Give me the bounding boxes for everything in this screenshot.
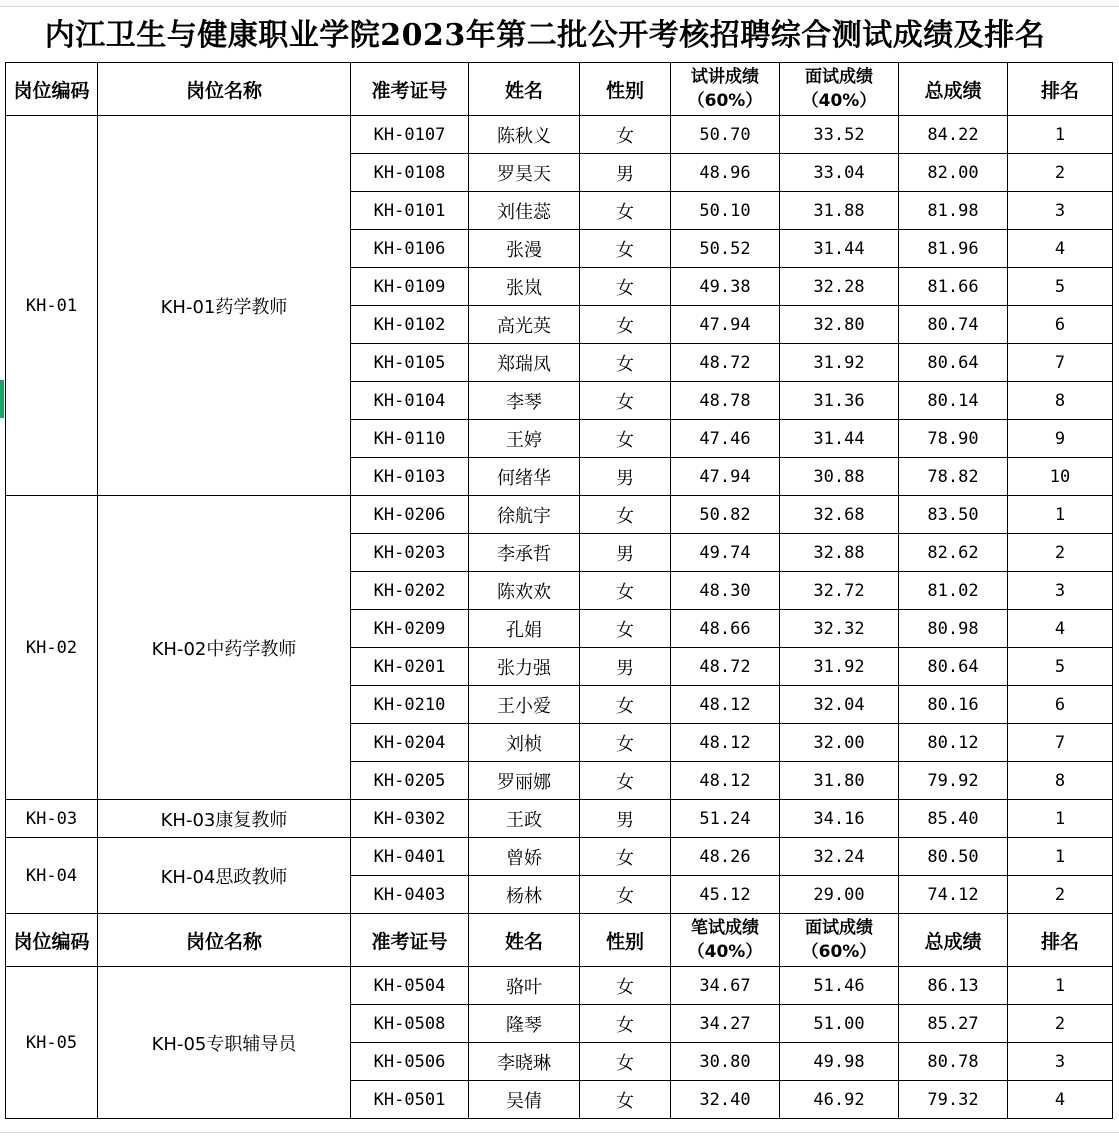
header-exam-number[interactable]: 准考证号: [351, 63, 469, 116]
total-cell[interactable]: 80.78: [899, 1043, 1008, 1081]
header-gender[interactable]: 性别: [580, 914, 671, 967]
header-total[interactable]: 总成绩: [899, 914, 1008, 967]
score-2-cell[interactable]: 30.88: [780, 458, 899, 496]
header-row: [6, 63, 1113, 116]
name-cell[interactable]: 杨林: [469, 876, 580, 914]
name-cell[interactable]: 罗昊天: [469, 154, 580, 192]
name-cell[interactable]: 王婷: [469, 420, 580, 458]
post-name-cell[interactable]: KH-02中药学教师: [98, 496, 351, 800]
score-1-cell[interactable]: 48.96: [671, 154, 780, 192]
total-cell[interactable]: 82.00: [899, 154, 1008, 192]
total-cell[interactable]: 85.27: [899, 1005, 1008, 1043]
bottom-gridline-strip: [0, 1132, 1119, 1145]
score-1-cell[interactable]: 48.30: [671, 572, 780, 610]
header-rank[interactable]: 排名: [1008, 914, 1113, 967]
rank-cell[interactable]: 1: [1008, 800, 1113, 838]
score-2-cell[interactable]: 32.68: [780, 496, 899, 534]
name-cell[interactable]: 王政: [469, 800, 580, 838]
rank-cell[interactable]: 4: [1008, 230, 1113, 268]
rank-cell[interactable]: 5: [1008, 648, 1113, 686]
rank-cell[interactable]: 6: [1008, 686, 1113, 724]
gender-cell[interactable]: 男: [580, 800, 671, 838]
exam-number-cell[interactable]: KH-0302: [351, 800, 469, 838]
header-score-1-weight: （40%）: [687, 942, 763, 962]
exam-number-cell[interactable]: KH-0401: [351, 838, 469, 876]
total-cell[interactable]: 80.12: [899, 724, 1008, 762]
score-1-cell[interactable]: 50.70: [671, 116, 780, 154]
exam-number-cell[interactable]: KH-0108: [351, 154, 469, 192]
exam-number-cell[interactable]: KH-0504: [351, 967, 469, 1005]
name-cell[interactable]: 刘佳蕊: [469, 192, 580, 230]
score-2-cell[interactable]: 32.00: [780, 724, 899, 762]
results-table: [5, 62, 1113, 1119]
total-cell[interactable]: 80.50: [899, 838, 1008, 876]
rank-cell[interactable]: 8: [1008, 382, 1113, 420]
rank-cell[interactable]: 5: [1008, 268, 1113, 306]
score-1-cell[interactable]: 50.52: [671, 230, 780, 268]
header-score-1[interactable]: [671, 63, 780, 116]
score-2-cell[interactable]: 31.88: [780, 192, 899, 230]
gender-cell[interactable]: 女: [580, 876, 671, 914]
gender-cell[interactable]: 女: [580, 268, 671, 306]
gender-cell[interactable]: 女: [580, 838, 671, 876]
score-1-cell[interactable]: 48.12: [671, 686, 780, 724]
name-cell[interactable]: 孔娟: [469, 610, 580, 648]
score-2-cell[interactable]: 51.00: [780, 1005, 899, 1043]
total-cell[interactable]: 80.16: [899, 686, 1008, 724]
gender-cell[interactable]: 女: [580, 724, 671, 762]
table-row: [6, 967, 1113, 1005]
post-name-cell[interactable]: KH-03康复教师: [98, 800, 351, 838]
post-code-cell[interactable]: KH-02: [6, 496, 98, 800]
exam-number-cell[interactable]: KH-0403: [351, 876, 469, 914]
total-cell[interactable]: 85.40: [899, 800, 1008, 838]
gender-cell[interactable]: 女: [580, 230, 671, 268]
score-1-cell[interactable]: 50.10: [671, 192, 780, 230]
header-post-name[interactable]: 岗位名称: [98, 63, 351, 116]
score-1-cell[interactable]: 30.80: [671, 1043, 780, 1081]
score-2-cell[interactable]: 29.00: [780, 876, 899, 914]
name-cell[interactable]: 陈欢欢: [469, 572, 580, 610]
name-cell[interactable]: 郑瑞凤: [469, 344, 580, 382]
rank-cell[interactable]: 7: [1008, 724, 1113, 762]
score-2-cell[interactable]: 32.72: [780, 572, 899, 610]
header-exam-number[interactable]: 准考证号: [351, 914, 469, 967]
total-cell[interactable]: 80.64: [899, 344, 1008, 382]
table-row: [6, 838, 1113, 876]
exam-number-cell[interactable]: KH-0204: [351, 724, 469, 762]
score-2-cell[interactable]: 49.98: [780, 1043, 899, 1081]
score-2-cell[interactable]: 31.92: [780, 344, 899, 382]
exam-number-cell[interactable]: KH-0103: [351, 458, 469, 496]
gender-cell[interactable]: 女: [580, 344, 671, 382]
rank-cell[interactable]: 2: [1008, 1005, 1113, 1043]
rank-cell[interactable]: 4: [1008, 1081, 1113, 1119]
total-cell[interactable]: 81.96: [899, 230, 1008, 268]
total-cell[interactable]: 79.32: [899, 1081, 1008, 1119]
header-name[interactable]: 姓名: [469, 914, 580, 967]
total-cell[interactable]: 82.62: [899, 534, 1008, 572]
rank-cell[interactable]: 10: [1008, 458, 1113, 496]
total-cell[interactable]: 83.50: [899, 496, 1008, 534]
post-name-cell[interactable]: KH-05专职辅导员: [98, 967, 351, 1119]
exam-number-cell[interactable]: KH-0101: [351, 192, 469, 230]
total-cell[interactable]: 74.12: [899, 876, 1008, 914]
score-2-cell[interactable]: 51.46: [780, 967, 899, 1005]
score-2-cell[interactable]: 31.80: [780, 762, 899, 800]
gender-cell[interactable]: 男: [580, 648, 671, 686]
total-cell[interactable]: 80.74: [899, 306, 1008, 344]
exam-number-cell[interactable]: KH-0107: [351, 116, 469, 154]
header-score-1-label: 笔试成绩: [691, 918, 759, 938]
name-cell[interactable]: 何绪华: [469, 458, 580, 496]
header-name[interactable]: 姓名: [469, 63, 580, 116]
header-score-2[interactable]: [780, 63, 899, 116]
name-cell[interactable]: 王小爱: [469, 686, 580, 724]
gender-cell[interactable]: 女: [580, 192, 671, 230]
header-total[interactable]: 总成绩: [899, 63, 1008, 116]
exam-number-cell[interactable]: KH-0209: [351, 610, 469, 648]
rank-cell[interactable]: 3: [1008, 1043, 1113, 1081]
total-cell[interactable]: 80.14: [899, 382, 1008, 420]
gender-cell[interactable]: 女: [580, 306, 671, 344]
post-code-cell[interactable]: KH-01: [6, 116, 98, 496]
gender-cell[interactable]: 女: [580, 686, 671, 724]
name-cell[interactable]: 陈秋义: [469, 116, 580, 154]
rank-cell[interactable]: 2: [1008, 154, 1113, 192]
exam-number-cell[interactable]: KH-0210: [351, 686, 469, 724]
score-2-cell[interactable]: 34.16: [780, 800, 899, 838]
exam-number-cell[interactable]: KH-0110: [351, 420, 469, 458]
score-1-cell[interactable]: 48.78: [671, 382, 780, 420]
score-2-cell[interactable]: 31.36: [780, 382, 899, 420]
score-2-cell[interactable]: 31.92: [780, 648, 899, 686]
header-post-code[interactable]: 岗位编码: [6, 63, 98, 116]
rank-cell[interactable]: 1: [1008, 116, 1113, 154]
gender-cell[interactable]: 男: [580, 154, 671, 192]
post-name-cell[interactable]: KH-01药学教师: [98, 116, 351, 496]
row-selection-marker: [0, 380, 4, 418]
header-score-1[interactable]: [671, 914, 780, 967]
score-2-cell[interactable]: 31.44: [780, 230, 899, 268]
score-1-cell[interactable]: 45.12: [671, 876, 780, 914]
post-code-cell[interactable]: KH-04: [6, 838, 98, 914]
name-cell[interactable]: 吴倩: [469, 1081, 580, 1119]
gender-cell[interactable]: 女: [580, 116, 671, 154]
table-row: [6, 496, 1113, 534]
score-1-cell[interactable]: 48.12: [671, 762, 780, 800]
rank-cell[interactable]: 1: [1008, 496, 1113, 534]
post-code-cell[interactable]: KH-05: [6, 967, 98, 1119]
total-cell[interactable]: 81.98: [899, 192, 1008, 230]
score-1-cell[interactable]: 34.27: [671, 1005, 780, 1043]
score-1-cell[interactable]: 49.74: [671, 534, 780, 572]
page-title: 内江卫生与健康职业学院2023年第二批公开考核招聘综合测试成绩及排名: [44, 18, 1046, 53]
name-cell[interactable]: 张岚: [469, 268, 580, 306]
score-2-cell[interactable]: 31.44: [780, 420, 899, 458]
exam-number-cell[interactable]: KH-0105: [351, 344, 469, 382]
score-1-cell[interactable]: 48.26: [671, 838, 780, 876]
total-cell[interactable]: 78.90: [899, 420, 1008, 458]
gender-cell[interactable]: 女: [580, 572, 671, 610]
score-2-cell[interactable]: 32.32: [780, 610, 899, 648]
exam-number-cell[interactable]: KH-0501: [351, 1081, 469, 1119]
exam-number-cell[interactable]: KH-0104: [351, 382, 469, 420]
rank-cell[interactable]: 2: [1008, 876, 1113, 914]
score-1-cell[interactable]: 34.67: [671, 967, 780, 1005]
exam-number-cell[interactable]: KH-0102: [351, 306, 469, 344]
exam-number-cell[interactable]: KH-0201: [351, 648, 469, 686]
total-cell[interactable]: 81.02: [899, 572, 1008, 610]
gender-cell[interactable]: 女: [580, 1005, 671, 1043]
rank-cell[interactable]: 1: [1008, 838, 1113, 876]
rank-cell[interactable]: 3: [1008, 192, 1113, 230]
name-cell[interactable]: 曾娇: [469, 838, 580, 876]
name-cell[interactable]: 李琴: [469, 382, 580, 420]
exam-number-cell[interactable]: KH-0106: [351, 230, 469, 268]
exam-number-cell[interactable]: KH-0508: [351, 1005, 469, 1043]
rank-cell[interactable]: 7: [1008, 344, 1113, 382]
name-cell[interactable]: 张漫: [469, 230, 580, 268]
score-1-cell[interactable]: 50.82: [671, 496, 780, 534]
score-2-cell[interactable]: 32.24: [780, 838, 899, 876]
score-1-cell[interactable]: 47.46: [671, 420, 780, 458]
name-cell[interactable]: 徐航宇: [469, 496, 580, 534]
score-2-cell[interactable]: 32.80: [780, 306, 899, 344]
score-1-cell[interactable]: 49.38: [671, 268, 780, 306]
rank-cell[interactable]: 1: [1008, 967, 1113, 1005]
score-1-cell[interactable]: 47.94: [671, 306, 780, 344]
name-cell[interactable]: 张力强: [469, 648, 580, 686]
score-1-cell[interactable]: 48.12: [671, 724, 780, 762]
exam-number-cell[interactable]: KH-0206: [351, 496, 469, 534]
table-row: [6, 800, 1113, 838]
post-name-cell[interactable]: KH-04思政教师: [98, 838, 351, 914]
rank-cell[interactable]: 4: [1008, 610, 1113, 648]
name-cell[interactable]: 隆琴: [469, 1005, 580, 1043]
rank-cell[interactable]: 8: [1008, 762, 1113, 800]
total-cell[interactable]: 80.64: [899, 648, 1008, 686]
total-cell[interactable]: 86.13: [899, 967, 1008, 1005]
score-2-cell[interactable]: 46.92: [780, 1081, 899, 1119]
score-1-cell[interactable]: 51.24: [671, 800, 780, 838]
gender-cell[interactable]: 女: [580, 382, 671, 420]
gender-cell[interactable]: 女: [580, 967, 671, 1005]
name-cell[interactable]: 罗丽娜: [469, 762, 580, 800]
gender-cell[interactable]: 男: [580, 534, 671, 572]
score-1-cell[interactable]: 32.40: [671, 1081, 780, 1119]
header-post-code[interactable]: 岗位编码: [6, 914, 98, 967]
exam-number-cell[interactable]: KH-0109: [351, 268, 469, 306]
name-cell[interactable]: 刘桢: [469, 724, 580, 762]
rank-cell[interactable]: 3: [1008, 572, 1113, 610]
header-score-2-label: 面试成绩: [805, 67, 873, 87]
total-cell[interactable]: 80.98: [899, 610, 1008, 648]
header-score-2[interactable]: [780, 914, 899, 967]
header-score-2-label: 面试成绩: [805, 918, 873, 938]
header-row: [6, 914, 1113, 967]
header-rank[interactable]: 排名: [1008, 63, 1113, 116]
score-1-cell[interactable]: 47.94: [671, 458, 780, 496]
gender-cell[interactable]: 女: [580, 1043, 671, 1081]
header-score-1-label: 试讲成绩: [691, 67, 759, 87]
gender-cell[interactable]: 女: [580, 610, 671, 648]
exam-number-cell[interactable]: KH-0202: [351, 572, 469, 610]
gender-cell[interactable]: 女: [580, 496, 671, 534]
header-gender[interactable]: 性别: [580, 63, 671, 116]
score-2-cell[interactable]: 32.88: [780, 534, 899, 572]
rank-cell[interactable]: 2: [1008, 534, 1113, 572]
gender-cell[interactable]: 女: [580, 420, 671, 458]
header-score-1-weight: （60%）: [687, 91, 763, 111]
post-code-cell[interactable]: KH-03: [6, 800, 98, 838]
gender-cell[interactable]: 女: [580, 762, 671, 800]
name-cell[interactable]: 高光英: [469, 306, 580, 344]
total-cell[interactable]: 84.22: [899, 116, 1008, 154]
column-header-strip: [0, 0, 1119, 7]
header-post-name[interactable]: 岗位名称: [98, 914, 351, 967]
header-score-2-weight: （60%）: [801, 942, 877, 962]
total-cell[interactable]: 78.82: [899, 458, 1008, 496]
score-1-cell[interactable]: 48.66: [671, 610, 780, 648]
table-row: [6, 116, 1113, 154]
gender-cell[interactable]: 男: [580, 458, 671, 496]
total-cell[interactable]: 79.92: [899, 762, 1008, 800]
score-2-cell[interactable]: 33.04: [780, 154, 899, 192]
rank-cell[interactable]: 9: [1008, 420, 1113, 458]
score-2-cell[interactable]: 33.52: [780, 116, 899, 154]
exam-number-cell[interactable]: KH-0203: [351, 534, 469, 572]
name-cell[interactable]: 李承哲: [469, 534, 580, 572]
header-score-2-weight: （40%）: [801, 91, 877, 111]
rank-cell[interactable]: 6: [1008, 306, 1113, 344]
score-2-cell[interactable]: 32.04: [780, 686, 899, 724]
score-1-cell[interactable]: 48.72: [671, 648, 780, 686]
score-2-cell[interactable]: 32.28: [780, 268, 899, 306]
exam-number-cell[interactable]: KH-0205: [351, 762, 469, 800]
name-cell[interactable]: 李晓琳: [469, 1043, 580, 1081]
exam-number-cell[interactable]: KH-0506: [351, 1043, 469, 1081]
total-cell[interactable]: 81.66: [899, 268, 1008, 306]
name-cell[interactable]: 骆叶: [469, 967, 580, 1005]
gender-cell[interactable]: 女: [580, 1081, 671, 1119]
score-1-cell[interactable]: 48.72: [671, 344, 780, 382]
